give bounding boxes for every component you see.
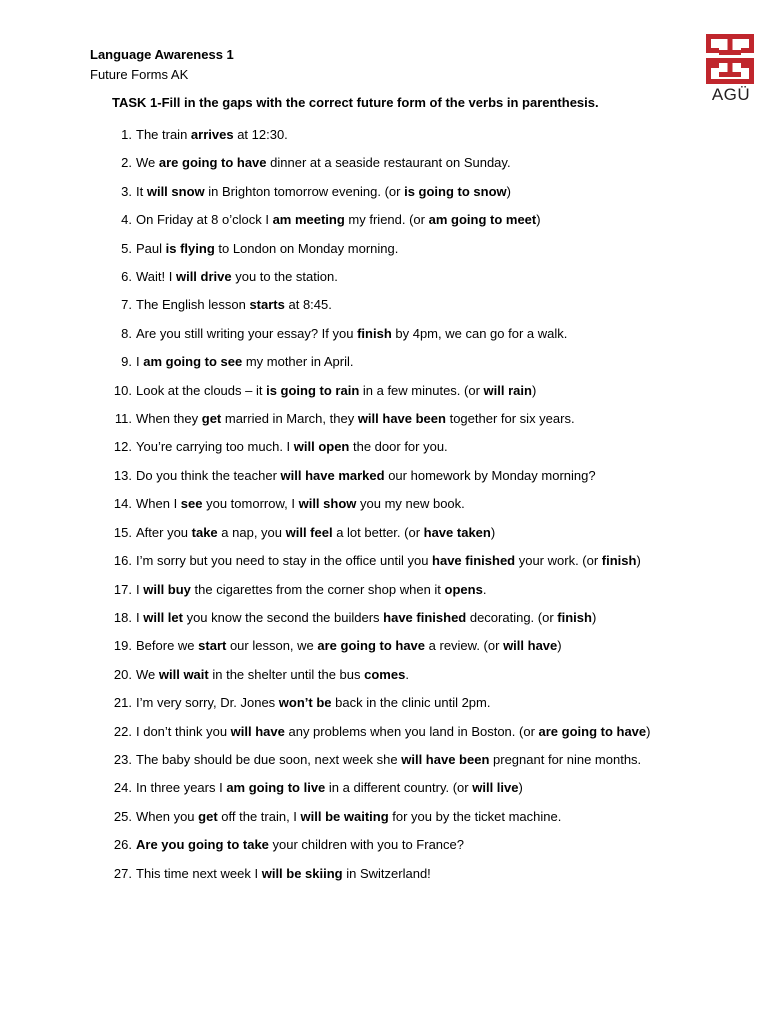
- sentence-text: ): [636, 553, 641, 569]
- sentence-text: my friend. (or: [344, 212, 429, 228]
- agu-logo: [706, 34, 756, 106]
- sentence-text: married in March, they: [221, 411, 358, 427]
- item-number: 11.: [114, 411, 132, 427]
- sentence-text: together for six years.: [445, 411, 575, 427]
- answer-text: is going to rain: [266, 382, 360, 398]
- item-text: [136, 610, 596, 625]
- sentence-text: I’m very sorry, Dr. Jones: [136, 695, 279, 711]
- sentence-text: It: [136, 183, 147, 199]
- sentence-text: Are you still writing your essay? If you: [136, 325, 358, 341]
- sentence-text: After you: [136, 524, 192, 540]
- item-text: [136, 212, 541, 227]
- list-item: [108, 831, 688, 859]
- item-number: 14.: [113, 496, 132, 512]
- list-item: [108, 405, 688, 433]
- list-item: [108, 206, 688, 234]
- sentence-text: The English lesson: [136, 297, 250, 313]
- sentence-text: my mother in April.: [242, 354, 354, 370]
- item-number: 16.: [113, 553, 132, 569]
- answer-text: will be waiting: [300, 808, 389, 824]
- sentence-text: I don’t think you: [136, 723, 231, 739]
- sentence-text: off the train, I: [217, 808, 301, 824]
- list-item: [108, 490, 688, 518]
- item-number: 15.: [113, 524, 132, 540]
- answer-text: will have: [230, 723, 285, 739]
- item-text: [136, 155, 511, 170]
- answer-text: will open: [293, 439, 350, 455]
- sentence-text: ): [557, 638, 562, 654]
- answer-text: will have been: [401, 751, 490, 767]
- answer-text: will be skiing: [261, 865, 343, 881]
- list-item: [108, 803, 688, 831]
- item-text: [136, 241, 398, 256]
- sentence-text: for you by the ticket machine.: [388, 808, 562, 824]
- item-text: [136, 837, 464, 852]
- answer-text: am meeting: [272, 212, 345, 228]
- sentence-text: the door for you.: [349, 439, 448, 455]
- sentence-text: Look at the clouds – it: [136, 382, 267, 398]
- sentence-text: I: [136, 609, 144, 625]
- item-number: 13.: [113, 467, 132, 483]
- sentence-text: by 4pm, we can go for a walk.: [391, 325, 568, 341]
- answer-text: am going to meet: [428, 212, 537, 228]
- answer-text: will let: [143, 609, 183, 625]
- sentence-text: you to the station.: [231, 269, 338, 285]
- item-number: 26.: [113, 837, 132, 853]
- answer-text: will have been: [357, 411, 446, 427]
- agu-logo-mark: [706, 34, 754, 84]
- item-text: [136, 127, 288, 142]
- sentence-text: ): [506, 183, 511, 199]
- list-item: [108, 462, 688, 490]
- item-text: [136, 866, 431, 881]
- sentence-text: ): [646, 723, 651, 739]
- answer-list: [108, 121, 688, 888]
- list-item: [108, 547, 688, 575]
- sentence-text: ): [531, 382, 537, 398]
- list-item: [108, 235, 688, 263]
- logo-text: AGÜ: [711, 85, 751, 104]
- sentence-text: a nap, you: [217, 524, 286, 540]
- answer-text: will drive: [175, 269, 232, 285]
- item-number: 12.: [113, 439, 132, 455]
- sentence-text: On Friday at 8 o’clock I: [136, 212, 273, 228]
- answer-text: will rain: [483, 382, 532, 398]
- list-item: [108, 519, 688, 547]
- list-item: [108, 263, 688, 291]
- item-text: [136, 383, 536, 398]
- list-item: [108, 689, 688, 717]
- item-text: [136, 582, 486, 597]
- item-number: 2.: [121, 155, 132, 171]
- sentence-text: I: [136, 354, 144, 370]
- answer-text: are going to have: [158, 155, 267, 171]
- answer-text: is flying: [165, 240, 215, 256]
- item-text: [136, 553, 641, 568]
- sentence-text: to London on Monday morning.: [214, 240, 399, 256]
- answer-text: will feel: [285, 524, 333, 540]
- list-item: [108, 604, 688, 632]
- item-text: [136, 667, 409, 682]
- list-item: [108, 377, 688, 405]
- sentence-text: ): [536, 212, 541, 228]
- answer-text: starts: [249, 297, 285, 313]
- sentence-text: at 8:45.: [284, 297, 332, 313]
- item-number: 23.: [113, 751, 132, 767]
- item-text: [136, 297, 332, 312]
- list-item: [108, 348, 688, 376]
- sentence-text: your work. (or: [515, 553, 602, 569]
- answer-text: will show: [298, 496, 357, 512]
- item-text: [136, 695, 490, 710]
- item-text: [136, 468, 596, 483]
- sentence-text: in the shelter until the bus: [208, 666, 365, 682]
- sentence-text: you know the second the builders: [182, 609, 384, 625]
- list-item: [108, 661, 688, 689]
- answer-text: are going to have: [317, 638, 426, 654]
- sentence-text: .: [482, 581, 487, 597]
- sentence-text: pregnant for nine months.: [489, 751, 642, 767]
- item-text: [136, 269, 338, 284]
- answer-text: arrives: [190, 127, 234, 142]
- sentence-text: ): [518, 780, 523, 796]
- sentence-text: a lot better. (or: [332, 524, 424, 540]
- sentence-text: The train: [136, 127, 191, 142]
- answer-text: will live: [472, 780, 519, 796]
- item-number: 22.: [113, 723, 132, 739]
- item-number: 1.: [121, 127, 132, 142]
- item-text: [136, 439, 448, 454]
- list-item: [108, 291, 688, 319]
- sentence-text: We: [136, 666, 159, 682]
- sentence-text: dinner at a seaside restaurant on Sunday.: [266, 155, 511, 171]
- sentence-text: When I: [136, 496, 181, 512]
- answer-text: won’t be: [278, 695, 332, 711]
- list-item: [108, 433, 688, 461]
- list-item: [108, 746, 688, 774]
- sentence-text: you my new book.: [356, 496, 465, 512]
- list-item: [108, 149, 688, 177]
- sentence-text: ): [591, 609, 597, 625]
- item-number: 20.: [113, 666, 132, 682]
- item-text: [136, 326, 567, 341]
- item-number: 4.: [121, 212, 132, 228]
- sentence-text: ): [490, 524, 496, 540]
- list-item: [108, 121, 688, 149]
- answer-text: take: [191, 524, 218, 540]
- item-number: 5.: [121, 240, 132, 256]
- sentence-text: Before we: [136, 638, 199, 654]
- sentence-text: .: [405, 666, 409, 682]
- list-item: [108, 632, 688, 660]
- item-text: [136, 496, 465, 511]
- answer-text: will have marked: [280, 467, 385, 483]
- document-title: Language Awareness 1: [90, 47, 234, 62]
- answer-text: finish: [557, 609, 592, 625]
- sentence-text: our homework by Monday morning?: [384, 467, 596, 483]
- sentence-text: This time next week I: [136, 865, 262, 881]
- item-number: 19.: [113, 638, 132, 654]
- item-text: [136, 525, 495, 540]
- item-number: 10.: [113, 382, 132, 398]
- answer-text: finish: [357, 325, 392, 341]
- sentence-text: We: [136, 155, 159, 171]
- sentence-text: I: [136, 581, 144, 597]
- answer-text: comes: [364, 666, 406, 682]
- answer-text: am going to see: [143, 354, 243, 370]
- sentence-text: at 12:30.: [233, 127, 288, 142]
- sentence-text: the cigarettes from the corner shop when it: [190, 581, 445, 597]
- sentence-text: You’re carrying too much. I: [136, 439, 294, 455]
- sentence-text: a review. (or: [425, 638, 504, 654]
- item-number: 7.: [121, 297, 132, 313]
- task-instruction: TASK 1-Fill in the gaps with the correct future form of the verbs in parenthesis.: [112, 95, 599, 110]
- list-item: [108, 320, 688, 348]
- sentence-text: our lesson, we: [226, 638, 318, 654]
- answer-text: opens: [444, 581, 483, 597]
- sentence-text: in Brighton tomorrow evening. (or: [204, 183, 405, 199]
- answer-text: have finished: [432, 553, 516, 569]
- item-text: [136, 809, 561, 824]
- answer-text: will have: [503, 638, 558, 654]
- sentence-text: Wait! I: [136, 269, 176, 285]
- answer-text: am going to live: [226, 780, 326, 796]
- item-number: 17.: [113, 581, 132, 597]
- list-item: [108, 576, 688, 604]
- sentence-text: any problems when you land in Boston. (or: [284, 723, 539, 739]
- list-item: [108, 860, 688, 888]
- item-number: 27.: [113, 865, 132, 881]
- list-item: [108, 178, 688, 206]
- sentence-text: The baby should be due soon, next week she: [136, 751, 402, 767]
- answer-text: finish: [601, 553, 637, 569]
- sentence-text: Paul: [136, 240, 166, 256]
- item-number: 24.: [113, 780, 132, 796]
- item-number: 21.: [113, 695, 132, 711]
- sentence-text: your children with you to France?: [268, 837, 465, 853]
- item-text: [136, 184, 511, 199]
- answer-text: will buy: [143, 581, 191, 597]
- item-text: [136, 354, 353, 369]
- sentence-text: in a different country. (or: [325, 780, 473, 796]
- list-item: [108, 774, 688, 802]
- sentence-text: in a few minutes. (or: [359, 382, 484, 398]
- answer-text: get: [201, 411, 222, 427]
- answer-text: see: [180, 496, 203, 512]
- sentence-text: When they: [136, 411, 202, 427]
- item-text: [136, 780, 523, 795]
- item-number: 3.: [121, 183, 132, 199]
- sentence-text: In three years I: [136, 780, 227, 796]
- answer-text: are going to have: [538, 723, 647, 739]
- answer-text: Are you going to take: [136, 837, 269, 853]
- sentence-text: in Switzerland!: [342, 865, 431, 881]
- item-number: 8.: [121, 325, 132, 341]
- sentence-text: you tomorrow, I: [202, 496, 299, 512]
- item-text: [136, 638, 562, 653]
- sentence-text: I’m sorry but you need to stay in the office until you: [136, 553, 433, 569]
- answer-text: will wait: [158, 666, 209, 682]
- item-number: 18.: [113, 609, 132, 625]
- item-number: 6.: [121, 269, 132, 285]
- sentence-text: Do you think the teacher: [136, 467, 281, 483]
- answer-text: will snow: [146, 183, 205, 199]
- answer-text: start: [198, 638, 227, 654]
- answer-text: have taken: [423, 524, 491, 540]
- answer-text: is going to snow: [404, 183, 507, 199]
- sentence-text: decorating. (or: [466, 609, 558, 625]
- item-text: [136, 411, 575, 426]
- item-text: [136, 752, 641, 767]
- item-number: 9.: [121, 354, 132, 370]
- sentence-text: back in the clinic until 2pm.: [331, 695, 491, 711]
- document-subtitle: Future Forms AK: [90, 67, 189, 82]
- list-item: [108, 718, 688, 746]
- answer-text: get: [198, 808, 218, 824]
- item-text: [136, 724, 651, 739]
- answer-text: have finished: [383, 609, 467, 625]
- item-number: 25.: [113, 808, 132, 824]
- sentence-text: When you: [136, 808, 199, 824]
